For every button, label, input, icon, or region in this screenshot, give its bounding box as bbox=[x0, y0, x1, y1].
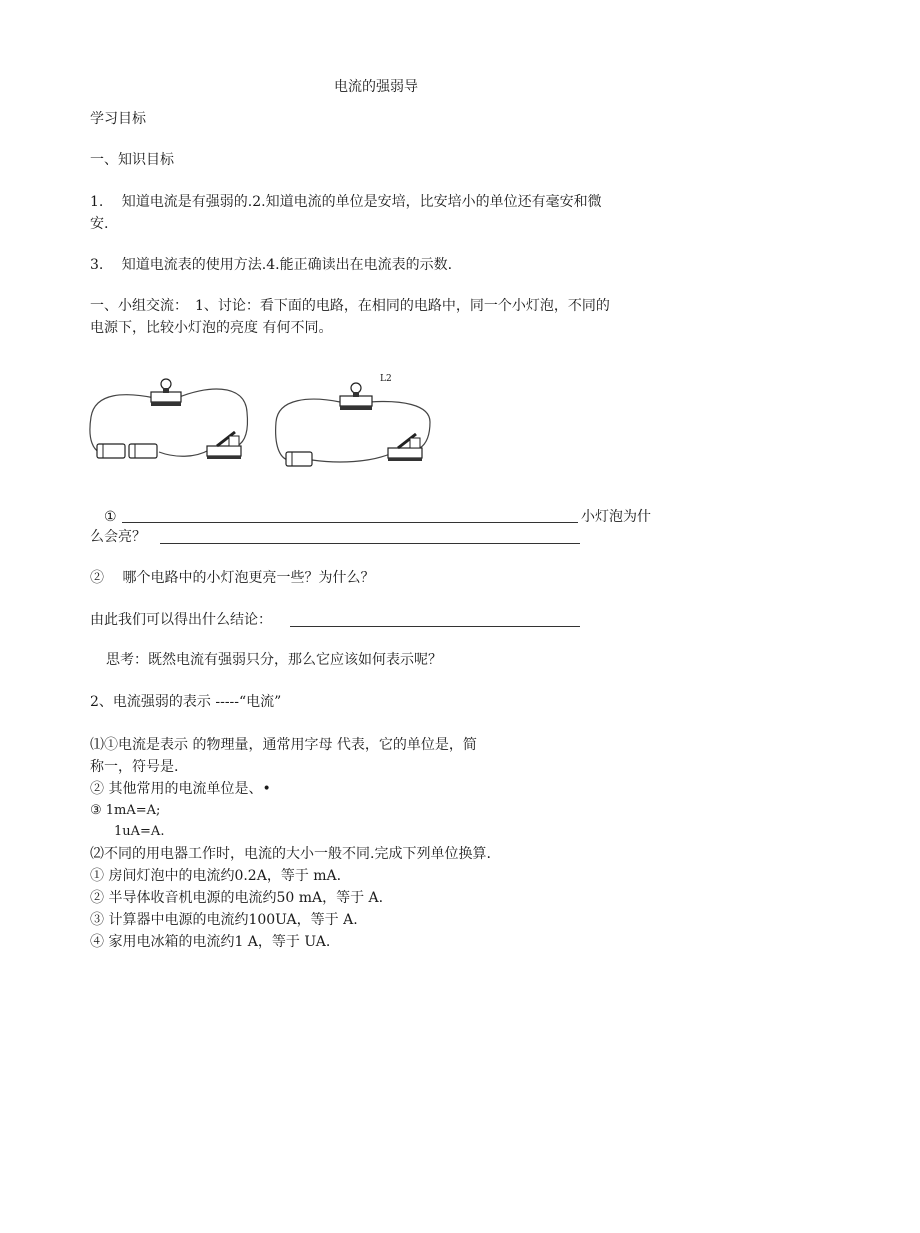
figure-label: L2 bbox=[380, 374, 392, 384]
part-1-line2: 称一，符号是. bbox=[90, 759, 179, 775]
goal-1-line1: 1. 知道电流是有强弱的.2.知道电流的单位是安培，比安培小的单位还有毫安和微 bbox=[90, 194, 602, 210]
answer-blank-2[interactable] bbox=[160, 543, 580, 544]
part-2-item1: ① 房间灯泡中的电流约0.2A，等于 mA. bbox=[90, 868, 342, 884]
part-1-item2: ② 其他常用的电流单位是、• bbox=[90, 781, 271, 797]
question-1-mark: ① bbox=[104, 509, 117, 525]
section-goals: 学习目标 bbox=[90, 111, 146, 127]
group-discussion-line1: 一、小组交流： 1、讨论：看下面的电路，在相同的电路中，同一个小灯泡，不同的 bbox=[90, 298, 610, 314]
question-1-suffix: 小灯泡为什 bbox=[581, 509, 651, 525]
circuit-diagram-2 bbox=[270, 372, 440, 472]
goal-1-line2: 安. bbox=[90, 216, 109, 232]
goal-3: 3. 知道电流表的使用方法.4.能正确读出在电流表的示数. bbox=[90, 257, 453, 273]
knowledge-goals-heading: 一、知识目标 bbox=[90, 152, 174, 168]
part-1-item3b: 1uA=A. bbox=[114, 824, 165, 839]
part-1-item3: ③ 1mA=A; bbox=[90, 803, 161, 818]
answer-blank-1[interactable] bbox=[122, 522, 578, 523]
group-discussion-line2: 电源下，比较小灯泡的亮度 有何不同。 bbox=[90, 320, 333, 336]
question-1-line2: 么会亮？ bbox=[90, 529, 146, 545]
part-2-item2: ② 半导体收音机电源的电流约50 mA，等于 A. bbox=[90, 890, 384, 906]
section-2-heading: 2、电流强弱的表示 -----“电流” bbox=[90, 694, 282, 710]
part-2-item4: ④ 家用电冰箱的电流约1 A，等于 UA. bbox=[90, 934, 331, 950]
part-1-line1: ⑴①电流是表示 的物理量，通常用字母 代表，它的单位是，简 bbox=[90, 737, 477, 753]
circuit-diagram-1 bbox=[85, 372, 260, 472]
think-question: 思考：既然电流有强弱只分，那么它应该如何表示呢？ bbox=[106, 652, 442, 668]
conclusion-prompt: 由此我们可以得出什么结论： bbox=[90, 612, 272, 628]
page-title: 电流的强弱导 bbox=[334, 79, 418, 95]
question-2: ② 哪个电路中的小灯泡更亮一些？为什么？ bbox=[90, 570, 375, 586]
part-2-item3: ③ 计算器中电源的电流约100UA，等于 A. bbox=[90, 912, 358, 928]
conclusion-blank[interactable] bbox=[290, 626, 580, 627]
part-2-intro: ⑵不同的用电器工作时，电流的大小一般不同.完成下列单位换算. bbox=[90, 846, 491, 862]
